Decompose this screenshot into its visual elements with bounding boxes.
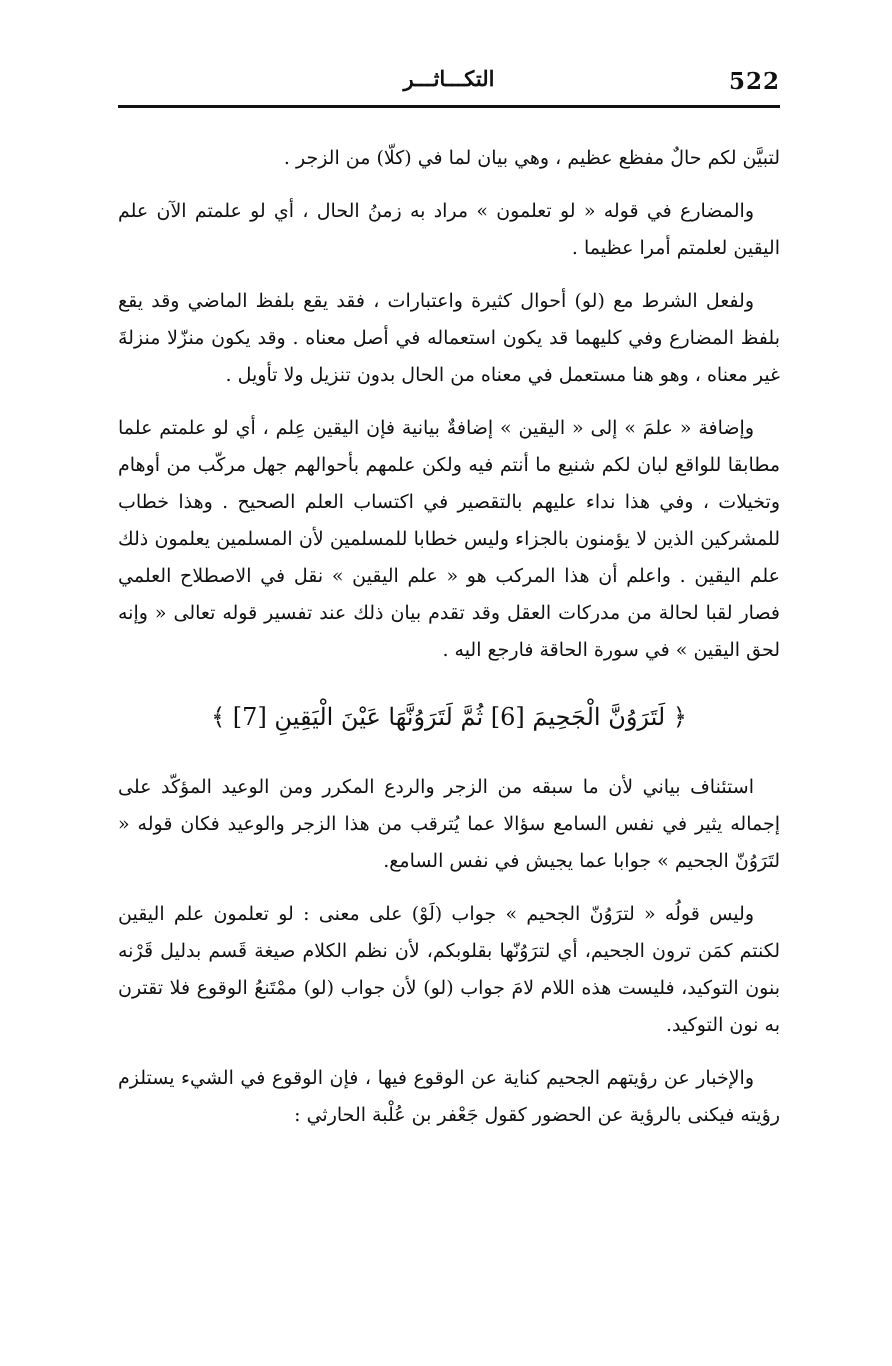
paragraph-3: ولفعل الشرط مع (لو) أحوال كثيرة واعتبارات ، فقد يقع بلفظ الماضي وقد يقع بلفظ المضارع وفي كليهما قد يكون استعماله في أصل معناه . وقد يكون منزّلا منزلةَ غير معناه ، وهو هنا مستعمل في معناه من الحال بدون تنزيل ولا تأويل . [118, 290, 780, 386]
page-number: 522 [728, 68, 780, 95]
paragraph-2: والمضارع في قوله « لو تعلمون » مراد به زمنُ الحال ، أي لو علمتم الآن علم اليقين لعلمتم أمرا عظيما . [118, 200, 780, 259]
paragraph-5: استئناف بياني لأن ما سبقه من الزجر والردع المكرر ومن الوعيد المؤكّد على إجماله يثير في نفس السامع سؤالا عما يُترقب من هذا الزجر والوعيد فكان قوله « لتَرَوُنّ الجحيم » جوابا عما يجيش في نفس السامع. [118, 776, 780, 872]
header-rule [118, 105, 780, 108]
body-text [118, 140, 780, 1150]
paragraph-6: وليس قولُه « لترَوُنّ الجحيم » جواب (لَوْ) على معنى : لو تعلمون علم اليقين لكنتم كمَن ترون الجحيم، أي لترَوُنّها بقلوبكم، لأن نظم الكلام صيغة قَسم بدليل قَرْنه بنون التوكيد، فليست هذه اللام لامَ جواب (لو) لأن جواب (لو) ممْتَنعُ الوقوع فلا تقترن به نون التوكيد. [118, 903, 780, 1036]
quran-verse: ﴿ لَتَرَوُنَّ الْجَحِيمَ [6] ثُمَّ لَتَرَوُنَّهَا عَيْنَ الْيَقِينِ [7] ﴾ [211, 703, 687, 731]
paragraph-4: وإضافة « علمَ » إلى « اليقين » إضافةٌ بيانية فإن اليقين عِلم ، أي لو علمتم علما مطابقا للواقع لبان لكم شنيع ما أنتم فيه ولكن علمهم بأحوالهم جهل مركّب من أوهام وتخيلات ، وفي هذا نداء عليهم بالتقصير في اكتساب العلم الصحيح . وهذا خطاب للمشركين الذين لا يؤمنون بالجزاء وليس خطابا للمسلمين لأن المسلمين يعلمون ذلك علم اليقين . واعلم أن هذا المركب هو « علم اليقين » نقل في الاصطلاح العلمي فصار لقبا لحالة من مدركات العقل وقد تقدم بيان ذلك عند تفسير قوله تعالى « وإنه لحق اليقين » في سورة الحاقة فارجع اليه . [118, 417, 780, 661]
running-title: التكـــاثـــر [403, 66, 495, 91]
page-header [118, 62, 780, 106]
paragraph-7: والإخبار عن رؤيتهم الجحيم كناية عن الوقوع فيها ، فإن الوقوع في الشيء يستلزم رؤيته فيكنى بالرؤية عن الحضور كقول جَعْفر بن عُلْبة الحارثي : [118, 1067, 780, 1126]
paragraph-1: لتبيَّن لكم حالٌ مفظع عظيم ، وهي بيان لما في (كلّا) من الزجر . [283, 147, 780, 169]
